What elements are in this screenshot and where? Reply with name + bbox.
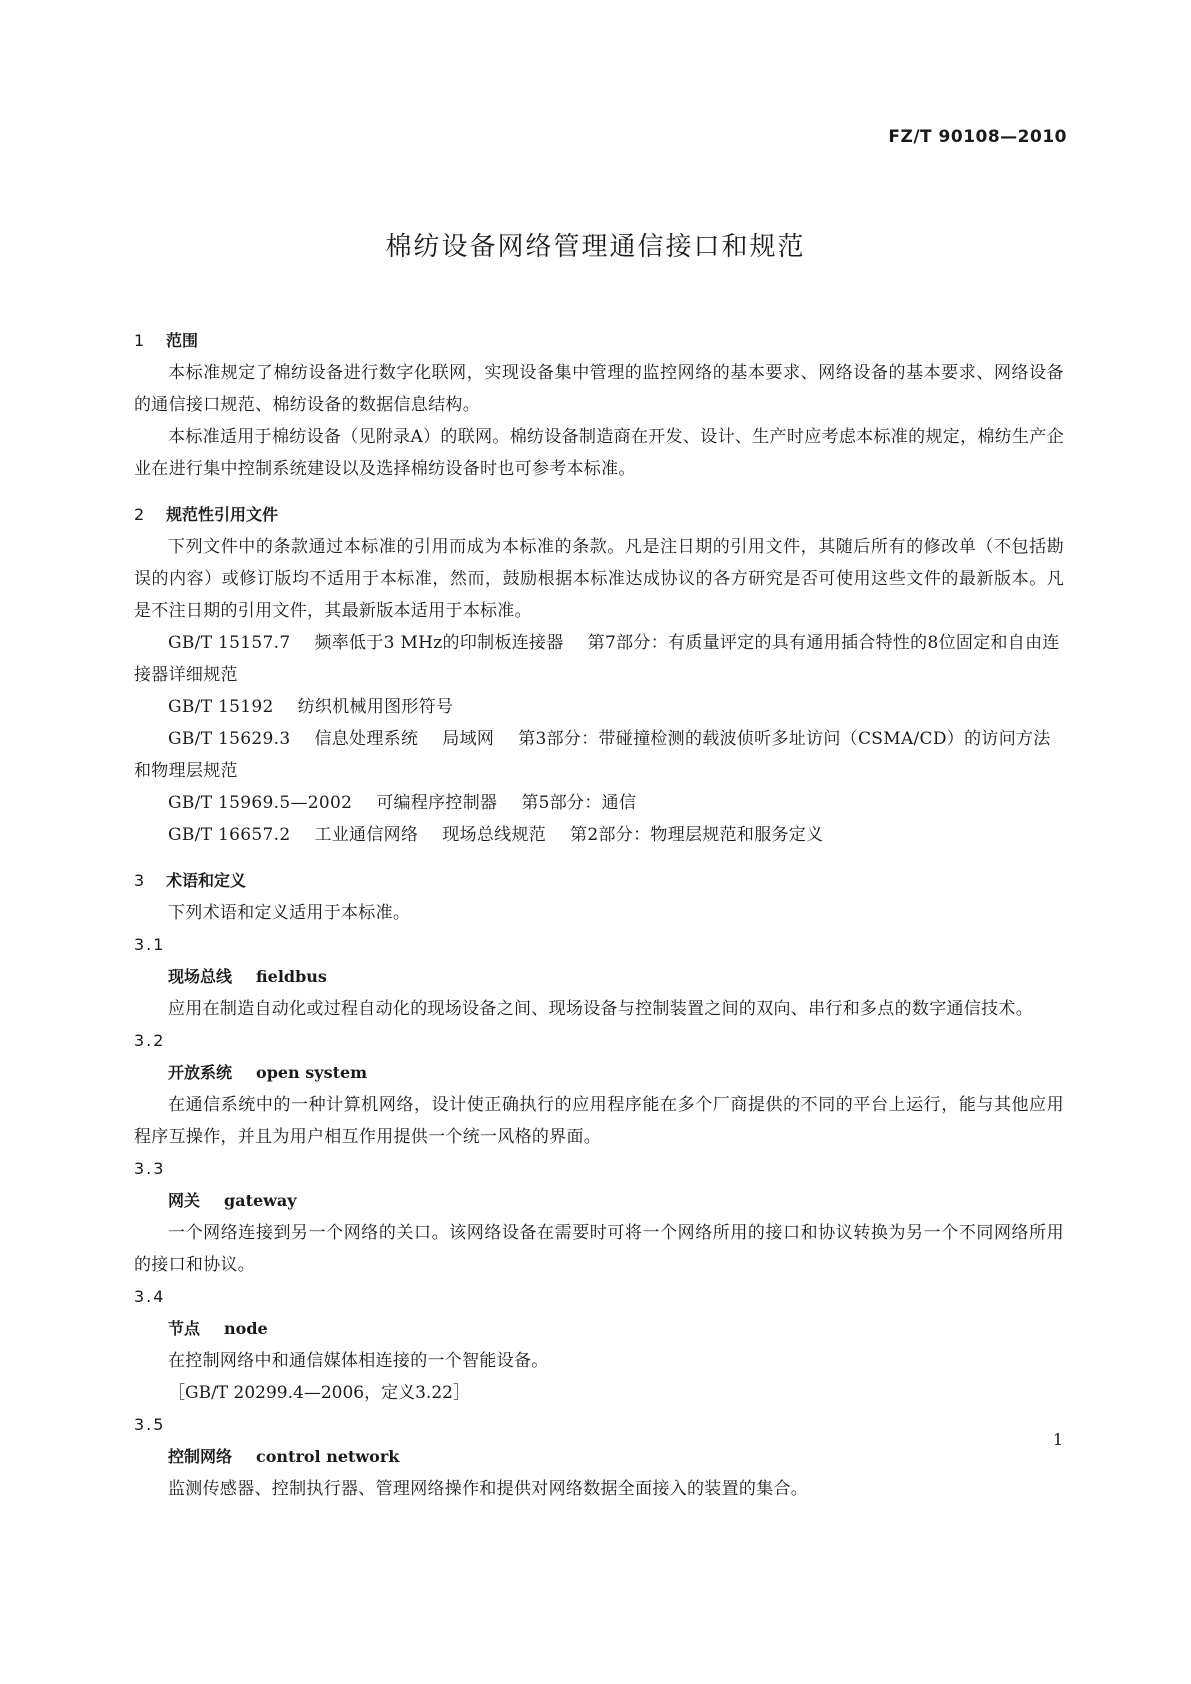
clause-number: 3.1	[134, 935, 166, 954]
reference-item	[134, 691, 1064, 723]
term-entry	[134, 1185, 1064, 1217]
term-zh: 现场总线	[168, 967, 233, 986]
reference-segment: 现场总线规范	[442, 825, 547, 845]
term-zh: 控制网络	[168, 1447, 233, 1466]
paragraph: 下列术语和定义适用于本标准。	[168, 903, 411, 923]
term-en: gateway	[224, 1191, 297, 1210]
term-definition: 在通信系统中的一种计算机网络，设计使正确执行的应用程序能在多个厂商提供的不同的平台上运行，能与其他应用程序互操作，并且为用户相互作用提供一个统一风格的界面。	[134, 1095, 1064, 1147]
clause-number: 3.4	[134, 1287, 166, 1306]
term-zh: 节点	[168, 1319, 201, 1338]
reference-code: GB/T 15192	[168, 697, 274, 717]
term-definition: 在控制网络中和通信媒体相连接的一个智能设备。	[168, 1351, 549, 1371]
term-definition: 监测传感器、控制执行器、管理网络操作和提供对网络数据全面接入的装置的集合。	[168, 1479, 809, 1499]
term-en: node	[224, 1319, 268, 1338]
clause-number: 3.3	[134, 1159, 166, 1178]
document-body	[134, 325, 1064, 1505]
section-number: 2	[134, 505, 145, 524]
standard-number: FZ/T 90108—2010	[888, 127, 1067, 147]
term-en: open system	[256, 1063, 368, 1082]
reference-segment: 局域网	[442, 729, 495, 749]
term-entry	[134, 961, 1064, 993]
section-3-heading	[134, 865, 1064, 897]
term-definition: 一个网络连接到另一个网络的关口。该网络设备在需要时可将一个网络所用的接口和协议转换为另一个不同网络所用的接口和协议。	[134, 1223, 1064, 1275]
paragraph: 本标准适用于棉纺设备（见附录A）的联网。棉纺设备制造商在开发、设计、生产时应考虑本标准的规定，棉纺生产企业在进行集中控制系统建设以及选择棉纺设备时也可参考本标准。	[134, 427, 1064, 479]
reference-item	[134, 627, 1064, 691]
reference-code: GB/T 15157.7	[168, 633, 291, 653]
clause-number: 3.2	[134, 1031, 166, 1050]
term-definition: 应用在制造自动化或过程自动化的现场设备之间、现场设备与控制装置之间的双向、串行和多点的数字通信技术。	[168, 999, 1033, 1019]
section-title: 范围	[166, 331, 199, 350]
page-number: 1	[1052, 1430, 1063, 1449]
reference-rest: 纺织机械用图形符号	[297, 697, 454, 717]
reference-rest: 第5部分：通信	[521, 793, 637, 813]
reference-segment: 工业通信网络	[314, 825, 419, 845]
paragraph: 本标准规定了棉纺设备进行数字化联网，实现设备集中管理的监控网络的基本要求、网络设备的基本要求、网络设备的通信接口规范、棉纺设备的数据信息结构。	[134, 363, 1064, 415]
document-title: 棉纺设备网络管理通信接口和规范	[385, 232, 806, 262]
reference-segment: 频率低于3 MHz的印制板连接器	[314, 633, 564, 653]
clause-number: 3.5	[134, 1415, 166, 1434]
reference-item	[134, 723, 1064, 787]
term-entry	[134, 1057, 1064, 1089]
term-zh: 网关	[168, 1191, 201, 1210]
section-title: 术语和定义	[166, 871, 247, 890]
paragraph: 下列文件中的条款通过本标准的引用而成为本标准的条款。凡是注日期的引用文件，其随后所有的修改单（不包括勘误的内容）或修订版均不适用于本标准，然而，鼓励根据本标准达成协议的各方研究是否可使用这些文件的最新版本。凡是不注日期的引用文件，其最新版本适用于本标准。	[134, 537, 1064, 621]
term-zh: 开放系统	[168, 1063, 233, 1082]
reference-code: GB/T 15629.3	[168, 729, 291, 749]
section-2-heading	[134, 499, 1064, 531]
section-number: 3	[134, 871, 145, 890]
section-number: 1	[134, 331, 145, 350]
section-title: 规范性引用文件	[166, 505, 279, 524]
reference-code: GB/T 15969.5—2002	[168, 793, 353, 813]
term-en: control network	[256, 1447, 400, 1466]
term-source: ［GB/T 20299.4—2006，定义3.22］	[168, 1383, 470, 1403]
reference-rest: 第3部分：带碰撞检测的载波侦听多址访问（CSMA/CD）的访问方法和物理层规范	[134, 729, 1051, 781]
reference-segment: 信息处理系统	[314, 729, 419, 749]
section-1-heading	[134, 325, 1064, 357]
term-en: fieldbus	[256, 967, 327, 986]
reference-segment: 可编程序控制器	[376, 793, 498, 813]
reference-item	[134, 787, 1064, 819]
term-entry	[134, 1313, 1064, 1345]
reference-item	[134, 819, 1064, 851]
term-entry	[134, 1441, 1064, 1473]
reference-rest: 第7部分：有质量评定的具有通用插合特性的8位固定和自由连接器详细规范	[134, 633, 1060, 685]
reference-code: GB/T 16657.2	[168, 825, 291, 845]
reference-rest: 第2部分：物理层规范和服务定义	[570, 825, 824, 845]
